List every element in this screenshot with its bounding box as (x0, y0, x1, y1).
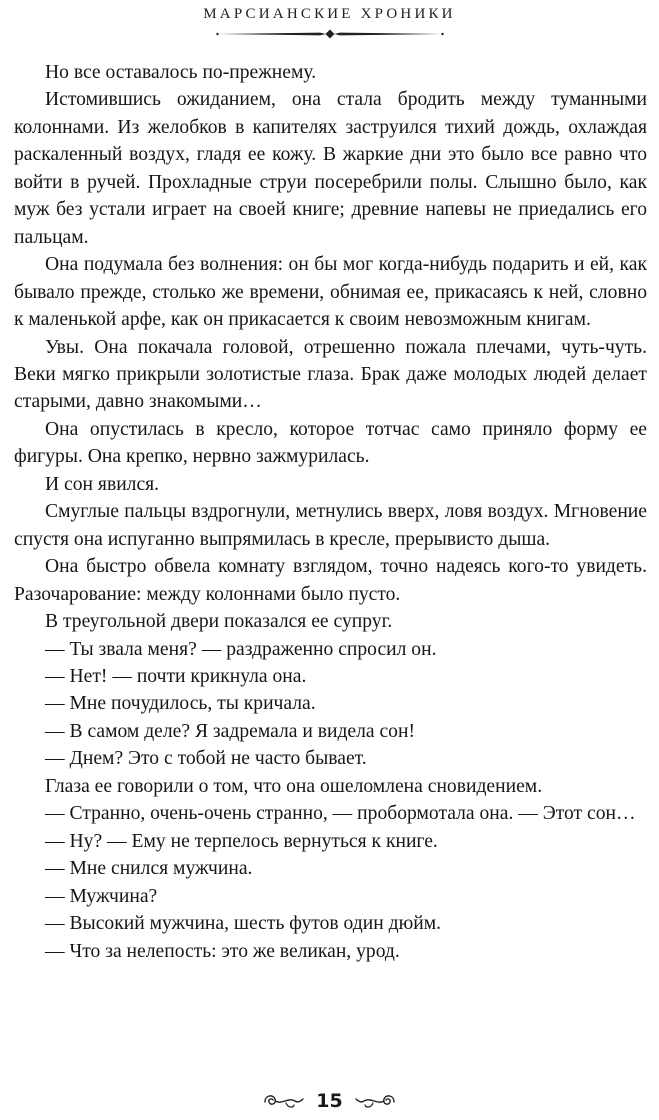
paragraph: Глаза ее говорили о том, что она ошеломлена сновидением. (45, 775, 543, 797)
running-header (0, 4, 659, 40)
paragraph: Она подумала без волнения: он бы мог когда-нибудь подарить и ей, как бывало прежде, столько же времени, обнимая ее, прикасаясь к ней, словно к маленькой арфе, как он прикасается к своим невозможным книгам. (14, 254, 647, 331)
dialogue-line: — Мужчина? (45, 885, 158, 907)
dialogue-line: — В самом деле? Я задремала и видела сон! (45, 720, 415, 742)
dialogue-line: — Ты звала меня? — раздраженно спросил он. (45, 638, 437, 660)
paragraph: Но все оставалось по-прежнему. (45, 62, 317, 83)
paragraph: Смуглые пальцы вздрогнули, метнулись вверх, ловя воздух. Мгновение спустя она испуганно выпрямилась в кресле, прерывисто дыша. (14, 501, 647, 550)
paragraph: В треугольной двери показался ее супруг. (45, 611, 393, 633)
page-footer (0, 1086, 659, 1116)
dialogue-line: — Ну? — Ему не терпелось вернуться к книге. (45, 830, 438, 852)
running-title: МАРСИАНСКИЕ ХРОНИКИ (203, 6, 456, 22)
paragraph: Увы. Она покачала головой, отрешенно пожала плечами, чуть-чуть. Веки мягко прикрыли золотистые глаза. Брак даже молодых людей делает старыми, давно знакомыми… (14, 336, 647, 413)
page-number: 15 (316, 1090, 343, 1112)
dialogue-line: — Что за нелепость: это же великан, урод. (45, 940, 400, 962)
paragraph: Истомившись ожиданием, она стала бродить между туманными колоннами. Из желобков в капителях заструился тихий дождь, охлаждая раскаленный воздух, гладя ее кожу. В жаркие дни это было все равно что войти в ручей. Прохладные струи посеребрили полы. Слышно было, как муж без устали играет на своей книге; древние напевы не приедались его пальцам. (14, 89, 647, 248)
right-flourish-icon (353, 1090, 397, 1112)
dialogue-line: — Мне почудилось, ты кричала. (45, 693, 316, 715)
divider-ornament-icon (216, 28, 444, 40)
dialogue-line: — Высокий мужчина, шесть футов один дюйм. (45, 913, 441, 935)
body-text (14, 59, 647, 965)
dialogue-line: — Днем? Это с тобой не часто бывает. (45, 748, 367, 770)
paragraph: Она быстро обвела комнату взглядом, точно надеясь кого-то увидеть. Разочарование: между колоннами было пусто. (14, 556, 647, 605)
paragraph: И сон явился. (45, 473, 160, 495)
dialogue-line: — Нет! — почти крикнула она. (45, 665, 307, 687)
paragraph: Она опустилась в кресло, которое тотчас само приняло форму ее фигуры. Она крепко, нервно зажмурилась. (14, 418, 647, 468)
left-flourish-icon (262, 1090, 306, 1112)
dialogue-line: — Странно, очень-очень странно, — пробормотала она. — Этот сон… (45, 803, 636, 825)
dialogue-line: — Мне снился мужчина. (45, 858, 253, 880)
